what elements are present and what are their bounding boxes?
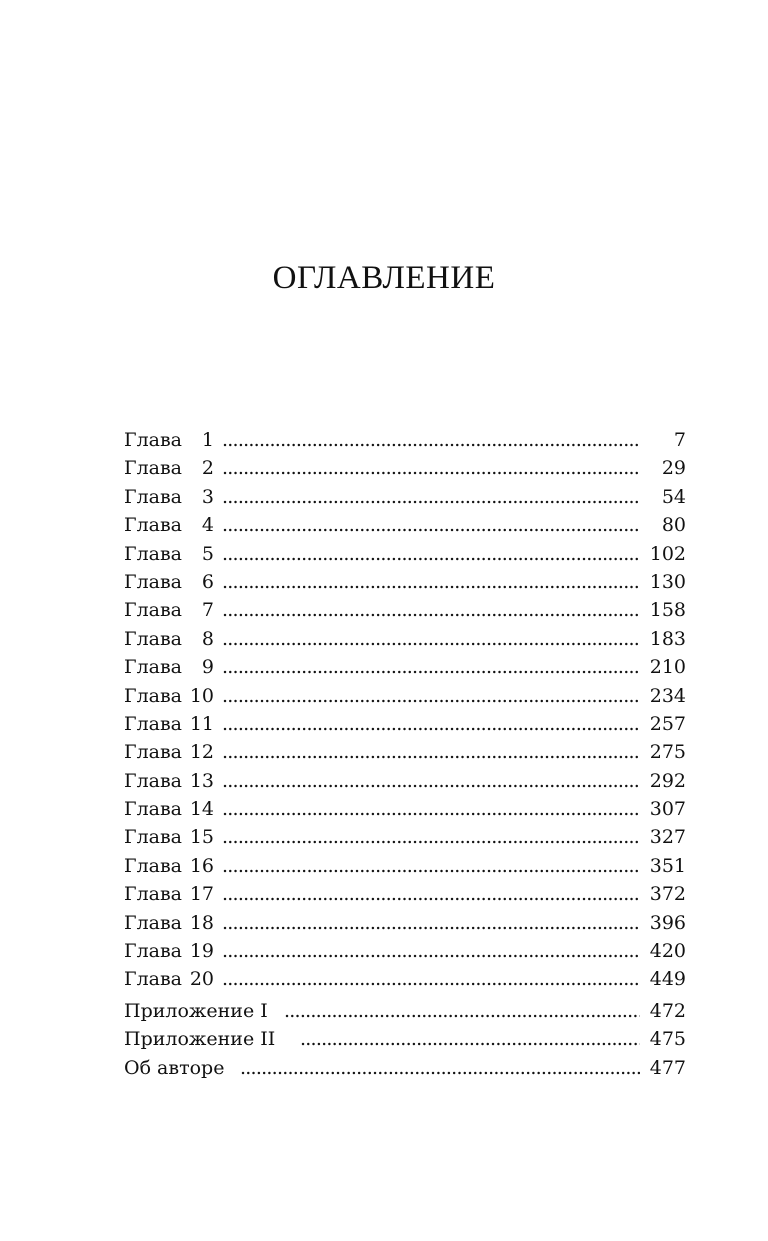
toc-entry-chapter-8[interactable] — [124, 625, 686, 653]
chapter-number: 18 — [189, 911, 215, 934]
toc-entry-chapter-9[interactable] — [124, 653, 686, 681]
chapter-number: 10 — [189, 684, 215, 707]
toc-entry-label — [124, 937, 214, 965]
chapter-number: 4 — [201, 514, 215, 537]
dot-leader — [240, 1054, 640, 1082]
toc-entry-appendix-2[interactable] — [124, 1025, 686, 1053]
toc-page-number: 327 — [649, 826, 686, 849]
toc-entry-chapter-19[interactable] — [124, 937, 686, 965]
chapter-number: 12 — [189, 741, 215, 764]
toc-page-number: 7 — [673, 429, 686, 451]
toc-page-number: 210 — [649, 656, 686, 679]
toc-page-number: 472 — [649, 999, 686, 1022]
toc-entry-about-author[interactable] — [124, 1054, 686, 1082]
toc-page-number: 307 — [649, 798, 686, 821]
toc-entry-label — [124, 909, 214, 937]
toc-page-number: 130 — [649, 570, 686, 593]
dot-leader — [222, 483, 640, 511]
toc-page-number: 257 — [649, 712, 686, 735]
toc-entry-chapter-11[interactable] — [124, 710, 686, 738]
toc-entry-label — [124, 965, 214, 993]
toc-entry-chapter-18[interactable] — [124, 909, 686, 937]
dot-leader — [222, 852, 640, 880]
chapter-word: Глава — [124, 485, 183, 508]
toc-page-number: 54 — [661, 485, 686, 508]
dot-leader — [222, 426, 640, 454]
chapter-word: Глава — [124, 826, 183, 849]
toc-entry-label — [124, 483, 214, 511]
toc-entry-label — [124, 426, 214, 454]
dot-leader — [222, 454, 640, 482]
dot-leader — [222, 795, 640, 823]
toc-entry-label — [124, 795, 214, 823]
chapter-number: 16 — [189, 854, 215, 877]
toc-entry-appendix-1[interactable] — [124, 997, 686, 1025]
chapter-word: Глава — [124, 911, 183, 934]
dot-leader — [222, 596, 640, 624]
chapter-number: 8 — [201, 627, 215, 650]
toc-entry-label — [124, 653, 214, 681]
toc-entry-label — [124, 767, 214, 795]
dot-leader — [284, 997, 640, 1025]
toc-entry-label — [124, 682, 214, 710]
toc-entry-chapter-1[interactable] — [124, 426, 686, 454]
chapter-number: 17 — [189, 883, 215, 906]
toc-page-number: 372 — [649, 883, 686, 906]
toc-entry-chapter-3[interactable] — [124, 483, 686, 511]
toc-entry-label — [124, 596, 214, 624]
toc-page-number: 183 — [649, 627, 686, 650]
toc-entry-chapter-16[interactable] — [124, 852, 686, 880]
table-of-contents — [124, 426, 686, 1082]
toc-page-number: 80 — [661, 514, 686, 537]
toc-entry-label — [124, 511, 214, 539]
toc-page-number: 158 — [649, 599, 686, 622]
dot-leader — [222, 540, 640, 568]
chapter-number: 9 — [201, 656, 215, 679]
toc-entry-chapter-17[interactable] — [124, 880, 686, 908]
toc-entry-chapter-14[interactable] — [124, 795, 686, 823]
chapter-number: 14 — [189, 798, 215, 821]
chapter-word: Глава — [124, 712, 183, 735]
chapter-word: Глава — [124, 457, 183, 480]
toc-entry-label — [124, 852, 214, 880]
chapter-word: Глава — [124, 854, 183, 877]
toc-entry-label: Приложение II — [124, 1028, 276, 1051]
toc-entry-label — [124, 568, 214, 596]
chapter-word: Глава — [124, 429, 183, 451]
chapter-number: 7 — [201, 599, 215, 622]
dot-leader — [300, 1025, 640, 1053]
chapter-word: Глава — [124, 656, 183, 679]
toc-entry-label — [124, 738, 214, 766]
chapter-number: 3 — [201, 485, 215, 508]
chapter-number: 19 — [189, 940, 215, 963]
toc-page-number: 449 — [649, 968, 686, 991]
toc-entry-chapter-4[interactable] — [124, 511, 686, 539]
toc-page-number: 102 — [649, 542, 686, 565]
toc-page-number: 420 — [649, 940, 686, 963]
toc-entry-chapter-13[interactable] — [124, 767, 686, 795]
dot-leader — [222, 909, 640, 937]
dot-leader — [222, 767, 640, 795]
chapter-word: Глава — [124, 741, 183, 764]
chapter-number: 5 — [201, 542, 215, 565]
toc-entry-chapter-7[interactable] — [124, 596, 686, 624]
chapter-number: 6 — [201, 570, 215, 593]
chapter-number: 13 — [189, 769, 215, 792]
chapter-word: Глава — [124, 684, 183, 707]
dot-leader — [222, 511, 640, 539]
chapter-word: Глава — [124, 769, 183, 792]
toc-entry-chapter-6[interactable] — [124, 568, 686, 596]
dot-leader — [222, 568, 640, 596]
toc-entry-label — [124, 880, 214, 908]
toc-page-number: 292 — [649, 769, 686, 792]
toc-entry-chapter-12[interactable] — [124, 738, 686, 766]
chapter-word: Глава — [124, 570, 183, 593]
chapter-word: Глава — [124, 940, 183, 963]
toc-page-number: 29 — [661, 457, 686, 480]
page-title: ОГЛАВЛЕНИЕ — [272, 260, 496, 296]
dot-leader — [222, 682, 640, 710]
dot-leader — [222, 625, 640, 653]
dot-leader — [222, 710, 640, 738]
dot-leader — [222, 880, 640, 908]
toc-entry-chapter-15[interactable] — [124, 823, 686, 851]
chapter-word: Глава — [124, 883, 183, 906]
chapter-word: Глава — [124, 627, 183, 650]
toc-page-number: 351 — [649, 854, 686, 877]
toc-entry-label — [124, 823, 214, 851]
chapter-number: 20 — [189, 968, 215, 991]
dot-leader — [222, 937, 640, 965]
chapter-word: Глава — [124, 542, 183, 565]
dot-leader — [222, 738, 640, 766]
chapter-word: Глава — [124, 514, 183, 537]
toc-page-number: 234 — [649, 684, 686, 707]
toc-page-number: 275 — [649, 741, 686, 764]
toc-entry-label: Приложение I — [124, 999, 268, 1022]
dot-leader — [222, 823, 640, 851]
toc-entry-chapter-10[interactable] — [124, 682, 686, 710]
toc-entry-chapter-2[interactable] — [124, 454, 686, 482]
toc-entry-label — [124, 710, 214, 738]
toc-entry-label — [124, 625, 214, 653]
chapter-word: Глава — [124, 968, 183, 991]
chapter-number: 2 — [201, 457, 215, 480]
dot-leader — [222, 965, 640, 993]
toc-entry-label — [124, 540, 214, 568]
chapter-word: Глава — [124, 599, 183, 622]
toc-page-number: 475 — [649, 1028, 686, 1051]
toc-entry-chapter-5[interactable] — [124, 540, 686, 568]
toc-entry-label — [124, 454, 214, 482]
toc-page-number: 396 — [649, 911, 686, 934]
chapter-number: 1 — [201, 429, 215, 451]
chapter-word: Глава — [124, 798, 183, 821]
toc-entry-chapter-20[interactable] — [124, 965, 686, 993]
toc-entry-label: Об авторе — [124, 1056, 225, 1079]
chapter-number: 11 — [189, 712, 215, 735]
toc-page-number: 477 — [649, 1056, 686, 1079]
chapter-number: 15 — [189, 826, 215, 849]
dot-leader — [222, 653, 640, 681]
